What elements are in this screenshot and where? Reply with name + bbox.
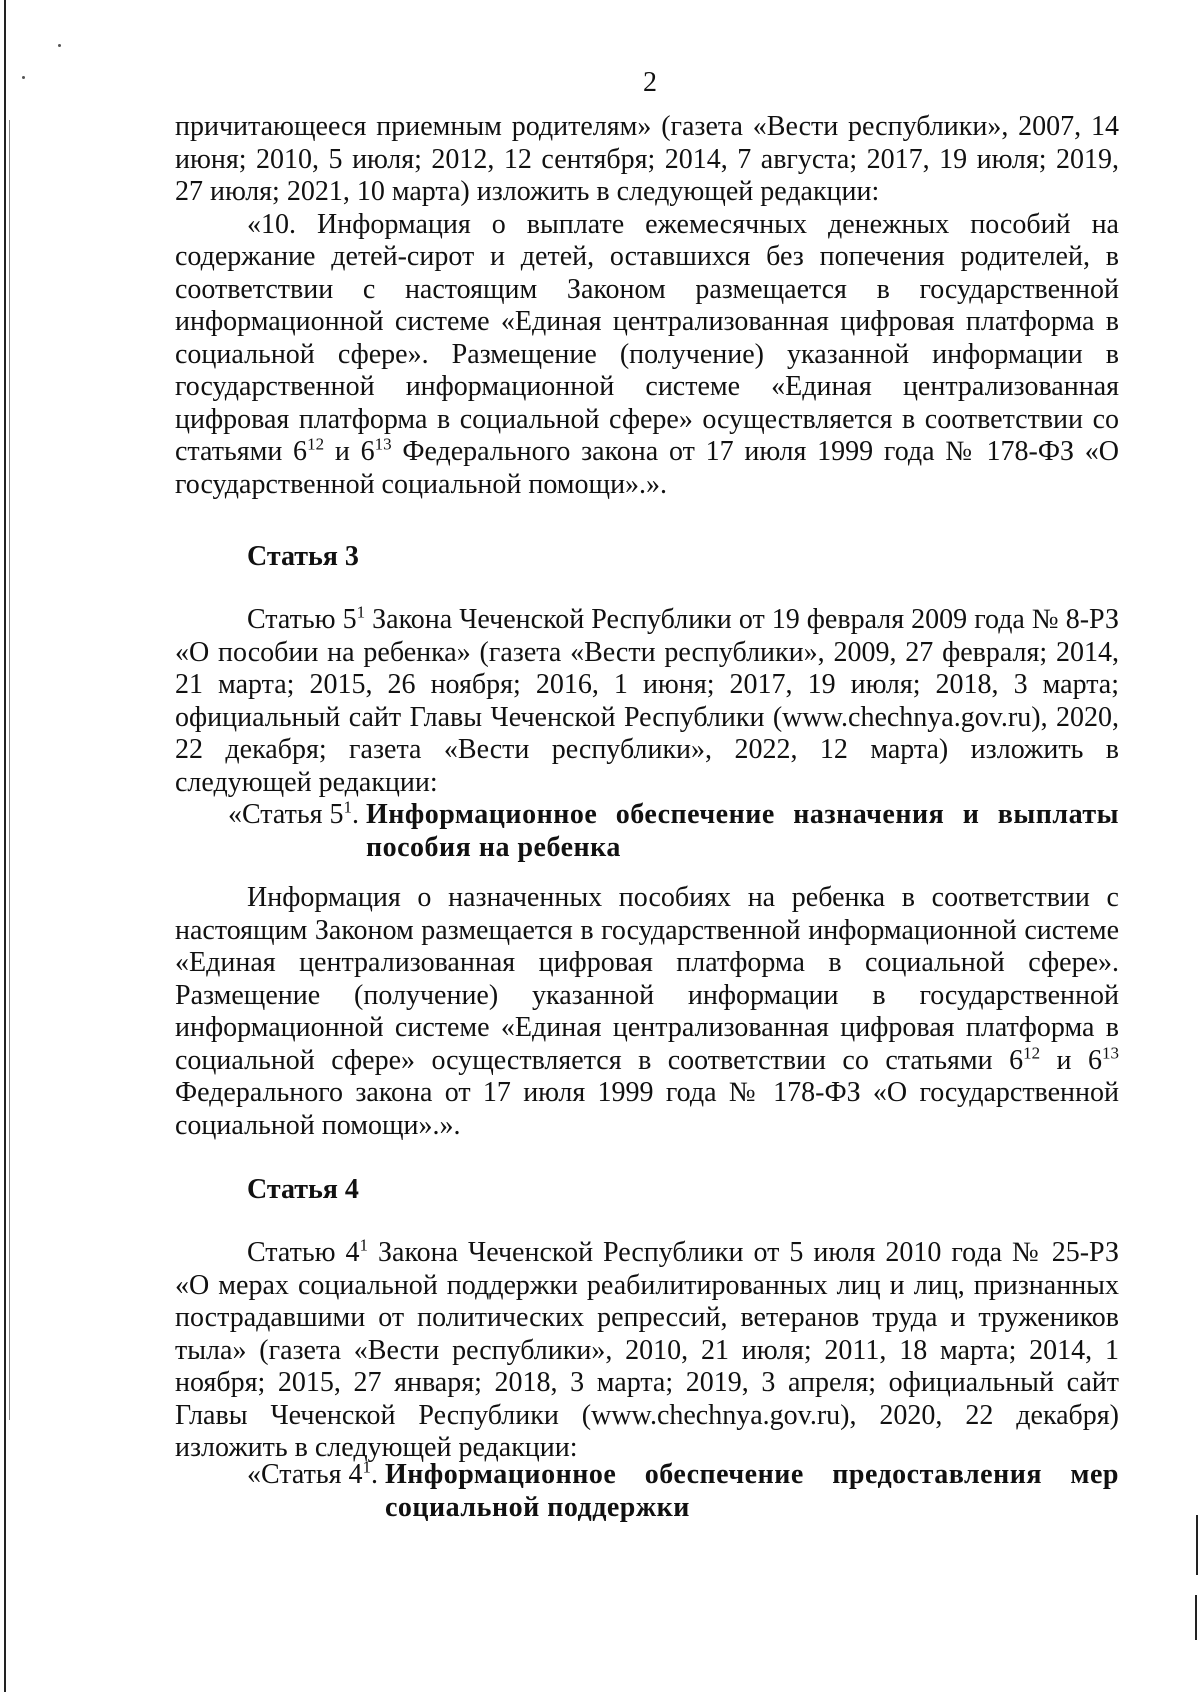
section1-block [175,111,1119,501]
article4-heading: Статья 4 [247,1174,359,1205]
article3-quoted-title [228,799,1119,864]
article3-intro-block [175,604,1119,799]
article4-intro-text-a: Статью 4 [247,1237,360,1268]
left-edge-line-inner [9,120,10,1420]
superscript: 12 [307,434,325,454]
section1-paragraph-2 [175,209,1119,502]
article3-title-bold: Информационное обеспечение назначения и выплаты пособия на ребенка [365,799,1119,863]
article3-heading: Статья 3 [247,541,359,572]
article4-title-bold: Информационное обеспечение предоставления мер социальной поддержки [384,1459,1119,1523]
section1-paragraph-2-text-b: и 6 [324,436,375,467]
article3-title-lead-text: «Статья 5 [228,799,344,830]
superscript: 12 [1023,1043,1041,1063]
superscript: 1 [359,1235,369,1255]
article4-intro-text-b: Закона Чеченской Республики от 5 июля 2010 года № 25-РЗ «О мерах социальной поддержки реабилитированных лиц и лиц, признанных пострадавшими от политических репрессий, ветеранов труда и тружеников тыла» (газета «Вести республики», 2010, 21 июля; 2011, 18 марта; 2014, 1 ноября; 2015, 27 января; 2018, 3 марта; 2019, 3 апреля; официальный сайт Главы Чеченской Республики (www.chechnya.gov.ru), 2020, 22 декабря) изложить в следующей редакции: [175,1237,1120,1463]
left-edge-line [4,0,6,1692]
superscript: 13 [374,434,392,454]
article3-intro-text-b: Закона Чеченской Республики от 19 февраля 2009 года № 8-РЗ «О пособии на ребенка» (газета «Вести республики», 2009, 27 февраля; 2014, 21 марта; 2015, 26 ноября; 2016, 1 июня; 2017, 19 июля; 2018, 3 марта; официальный сайт Главы Чеченской Республики (www.chechnya.gov.ru), 2020, 22 декабря; газета «Вести республики», 2022, 12 марта) изложить в следующей редакции: [175,604,1119,798]
article3-intro [175,604,1119,799]
article3-title-lead [228,799,366,864]
article3-body-text-b: и 6 [1040,1044,1103,1076]
article3-body-block [175,882,1119,1142]
right-edge-mark-2 [1195,1595,1197,1640]
scan-speck [58,44,61,47]
article3-body-text-a: Информация о назначенных пособиях на ребенка в соответствии с настоящим Законом размещается в государственной информационной системе «Единая централизованная цифровая платформа в социальной сфере». Размещение (получение) указанной информации в государственной информационной системе «Единая централизованная цифровая платформа в социальной сфере» осуществляется в соответствии со статьями 6 [175,882,1119,1076]
article4-title-lead-text: «Статья 4 [247,1459,363,1490]
section1-paragraph-2-text-c: Федерального закона от 17 июля 1999 года № 178-ФЗ «О государственной социальной помощи».». [175,436,1120,500]
article4-intro-block [175,1237,1119,1465]
superscript: 1 [356,602,366,622]
superscript: 1 [362,1457,371,1477]
section1-paragraph-2-text-a: «10. Информация о выплате ежемесячных денежных пособий на содержание детей-сирот и детей, оставшихся без попечения родителей, в соответствии с настоящим Законом размещается в государственной информационной системе «Единая централизованная цифровая платформа в социальной сфере». Размещение (получение) указанной информации в государственной информационной системе «Единая централизованная цифровая платформа в социальной сфере» осуществляется в соответствии со статьями 6 [175,208,1119,467]
article4-intro [175,1237,1119,1465]
right-edge-mark-1 [1196,1515,1198,1575]
page-number: 2 [643,67,657,98]
article3-body [175,882,1119,1142]
superscript: 13 [1102,1043,1120,1063]
article3-body-text-c: Федерального закона от 17 июля 1999 года № 178-ФЗ «О государственной социальной помощи».». [175,1077,1119,1141]
article3-intro-text-a: Статью 5 [247,604,357,635]
section1-paragraph-1: причитающееся приемным родителям» (газета «Вести республики», 2007, 14 июня; 2010, 5 июля; 2012, 12 сентября; 2014, 7 августа; 2017, 19 июля; 2019, 27 июля; 2021, 10 марта) изложить в следующей редакции: [175,111,1119,207]
article3-title-dot: . [351,799,366,830]
article4-title-dot: . [370,1459,385,1490]
superscript: 1 [343,797,352,817]
article4-quoted-title [247,1459,1119,1524]
article4-title-lead [247,1459,385,1524]
